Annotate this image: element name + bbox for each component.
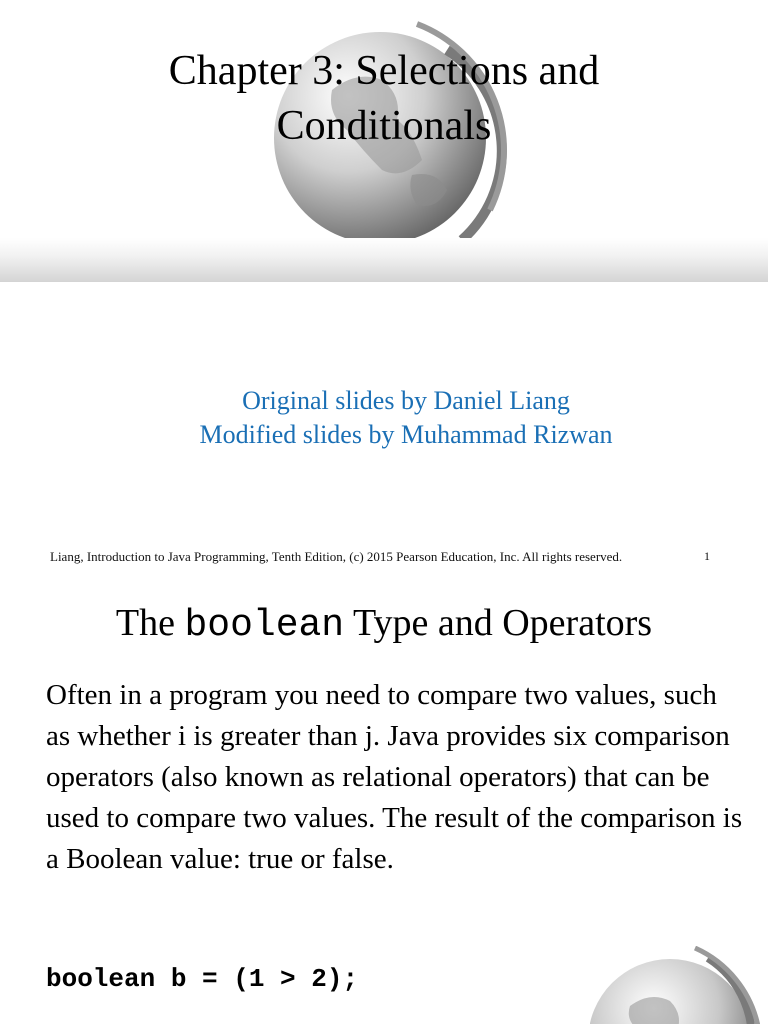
slide-title [0, 598, 768, 651]
gradient-band [0, 238, 768, 282]
title-line-1: Chapter 3: Selections and [168, 48, 600, 94]
title-post: Type and Operators [352, 602, 653, 644]
code-example: boolean b = (1 > 2); [46, 964, 359, 994]
page-number: 1 [704, 549, 710, 563]
title-pre: The [115, 602, 175, 644]
title-code: boolean [184, 604, 345, 647]
credits-line-1: Original slides by Daniel Liang [242, 386, 570, 415]
content-slide [0, 576, 768, 1024]
slide-title [0, 44, 768, 154]
globe-icon [590, 946, 760, 1024]
copyright-footer: Liang, Introduction to Java Programming, Tenth Edition, (c) 2015 Pearson Education, Inc. All rights reserved. [50, 549, 623, 564]
body-paragraph: Often in a program you need to compare two values, such as whether i is greater than j. Java provides six comparison operators (also known as relational operators) that can be used to compare two values. The result of the comparison is a Boolean value: true or false. [46, 679, 743, 875]
credits-line-2: Modified slides by Muhammad Rizwan [199, 420, 613, 449]
credits [0, 384, 768, 452]
title-line-2: Conditionals [276, 103, 492, 149]
